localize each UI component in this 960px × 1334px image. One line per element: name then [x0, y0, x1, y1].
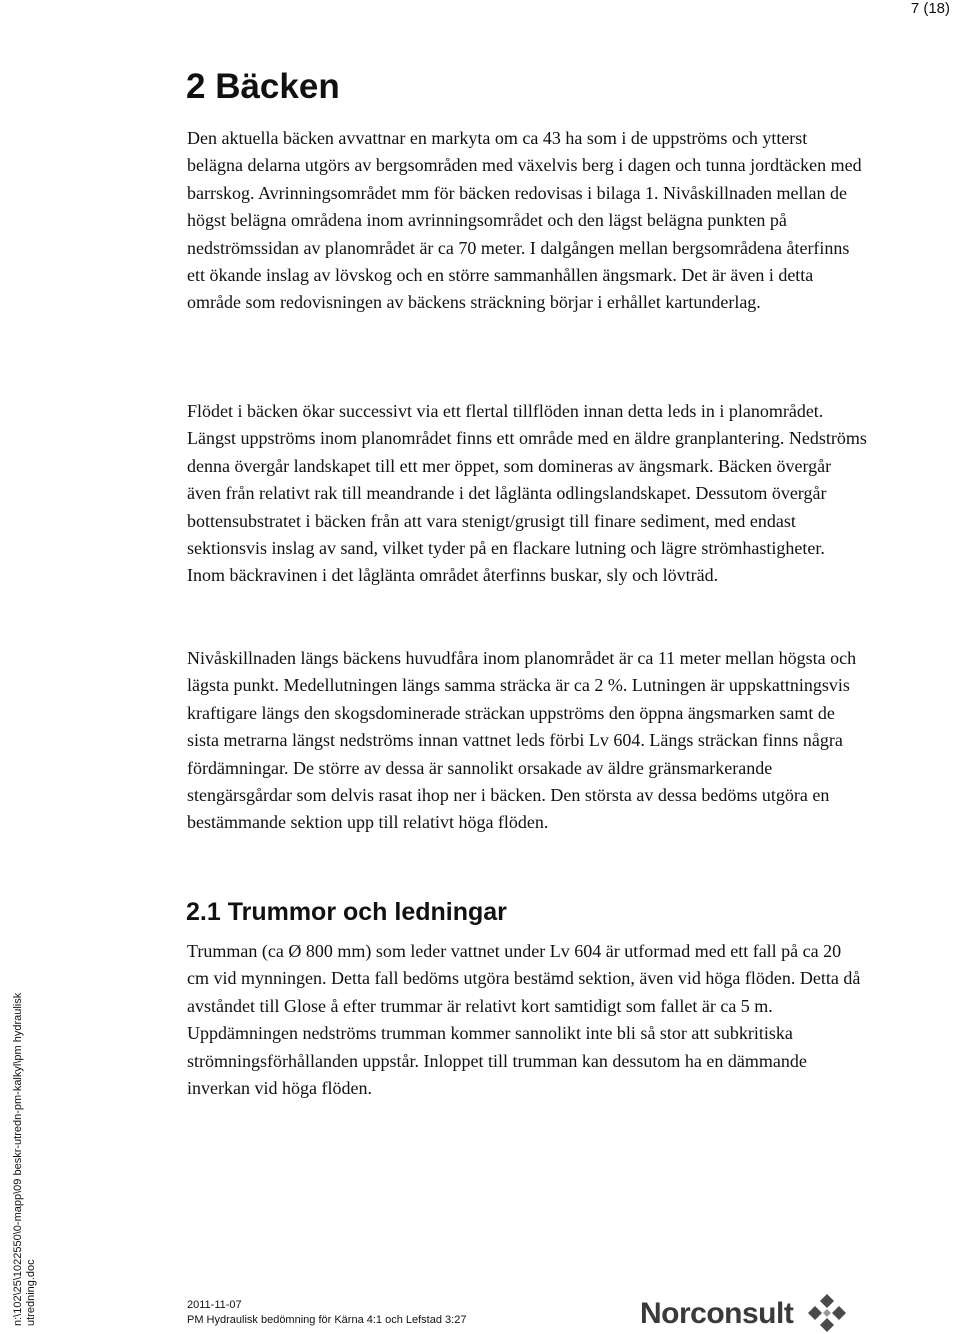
norconsult-logo — [640, 1296, 850, 1332]
section-heading: 2 Bäcken — [186, 67, 340, 106]
logo-text: Norconsult — [640, 1297, 794, 1330]
footer-title: PM Hydraulisk bedömning för Kärna 4:1 och Lefstad 3:27 — [187, 1314, 467, 1326]
document-path — [12, 986, 38, 1326]
subsection-paragraph: Trumman (ca Ø 800 mm) som leder vattnet under Lv 604 är utformad med ett fall på ca 20 cm vid mynningen. Detta fall bedöms utgöra bestämd sektion, även vid höga flöden. Detta då avståndet till Glose å efter trummar är relativt kort samtidigt som fallet är ca 5 m. Uppdämningen nedströms trumman kommer sannolikt inte bli så stor att subkritiska strömningsförhållanden uppstår. Inloppet till trumman kan dessutom ha en dämmande inverkan vid höga flöden. — [187, 941, 861, 1099]
logo-diamond-icon — [806, 1292, 848, 1334]
paragraph-1: Den aktuella bäcken avvattnar en markyta om ca 43 ha som i de uppströms och ytterst belägna delarna utgörs av bergsområden med växelvis berg i dagen och tunna jordtäcken med barrskog. Avrinningsområdet mm för bäcken redovisas i bilaga 1. Nivåskillnaden mellan de högst belägna områdena inom avrinningsområdet och den lägst belägna punkten på nedströmssidan av planområdet är ca 70 meter. I dalgången mellan bergsområdena återfinns ett ökande inslag av lövskog och en större sammanhållen ängsmark. Det är även i detta område som redovisningen av bäckens sträckning börjar i erhållet kartunderlag. — [187, 128, 862, 313]
paragraph-2: Flödet i bäcken ökar successivt via ett flertal tillflöden innan detta leds in i planområdet. Längst uppströms inom planområdet finns ett område med en äldre granplantering. Nedströms denna övergår landskapet till ett mer öppet, som domineras av ängsmark. Bäcken övergår även från relativt rak till meandrande i det låglänta odlingslandskapet. Dessutom övergår bottensubstratet i bäcken från att vara stenigt/grusigt till finare sediment, med endast sektionsvis inslag av sand, vilket tyder på en flackare lutning och lägre strömhastigheter. Inom bäckravinen i det låglänta området återfinns buskar, sly och lövträd. — [187, 401, 867, 586]
paragraph-3: Nivåskillnaden längs bäckens huvudfåra inom planområdet är ca 11 meter mellan högsta och lägsta punkt. Medellutningen längs samma sträcka är ca 2 %. Lutningen är uppskattningsvis kraftigare längs den skogsdominerade sträckan uppströms den öppna ängsmarken samt de sista metrarna längst nedströms innan vattnet leds förbi Lv 604. Längs sträckan finns några fördämningar. De större av dessa är sannolikt orsakade av äldre gränsmarkerande stengärsgårdar som delvis rasat ihop ner i bäcken. Den största av dessa bedöms utgöra en bestämmande sektion upp till relativt höga flöden. — [187, 648, 857, 833]
subsection-heading: 2.1 Trummor och ledningar — [186, 898, 507, 926]
page-number: 7 (18) — [910, 0, 950, 17]
document-path-line-2: utredning.doc — [25, 1259, 37, 1326]
document-path-line-1: n:\102\25\1022550\0-mapp\09 beskr-utredn-pm-kalkyl\pm hydraulisk — [12, 992, 24, 1326]
footer-date: 2011-11-07 — [187, 1299, 242, 1311]
